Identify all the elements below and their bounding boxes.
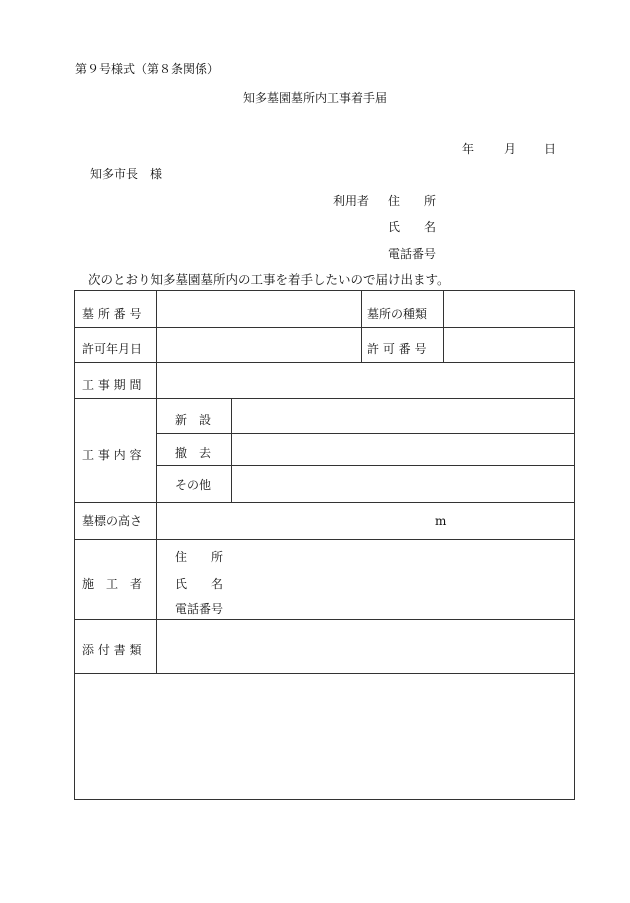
work-new-label: 新 設 xyxy=(175,413,212,427)
permit-date-label: 許可年月日 xyxy=(82,342,143,356)
work-other-field[interactable] xyxy=(232,466,573,501)
applicant-phone-label: 電話番号 xyxy=(388,247,437,261)
work-content-label: 工 事 内 容 xyxy=(82,448,142,462)
form-number: 第９号様式（第８条関係） xyxy=(75,62,220,76)
contractor-address-label: 住 所 xyxy=(175,550,224,564)
tombstone-height-field[interactable] xyxy=(157,503,573,538)
contractor-name-label: 氏 名 xyxy=(175,577,224,591)
addressee: 知多市長 様 xyxy=(90,167,163,181)
remarks-area[interactable] xyxy=(76,674,573,799)
date-year-label: 年 xyxy=(462,142,475,156)
contractor-phone-label: 電話番号 xyxy=(175,602,224,616)
applicant-address-label: 住 所 xyxy=(388,194,437,208)
work-period-label: 工 事 期 間 xyxy=(82,378,142,392)
intro-text: 次のとおり知多墓園墓所内の工事を着手したいので届け出ます。 xyxy=(88,272,450,287)
contractor-label: 施 工 者 xyxy=(82,577,143,591)
grave-type-label: 墓所の種類 xyxy=(367,307,428,321)
permit-number-label: 許 可 番 号 xyxy=(367,342,427,356)
applicant-label: 利用者 xyxy=(333,194,370,208)
work-new-field[interactable] xyxy=(232,399,573,432)
grave-number-field[interactable] xyxy=(157,292,360,326)
work-other-label: その他 xyxy=(175,478,212,492)
tombstone-height-label: 墓標の高さ xyxy=(82,514,143,528)
work-period-field[interactable] xyxy=(157,363,573,397)
grave-number-label: 墓 所 番 号 xyxy=(82,307,142,321)
date-day-label: 日 xyxy=(544,142,557,156)
work-remove-field[interactable] xyxy=(232,434,573,464)
work-remove-label: 撤 去 xyxy=(175,446,212,460)
permit-date-field[interactable] xyxy=(157,328,360,361)
grave-type-field[interactable] xyxy=(444,292,573,326)
attachments-label: 添 付 書 類 xyxy=(82,643,142,657)
permit-number-field[interactable] xyxy=(444,328,573,361)
application-table xyxy=(74,290,575,800)
document-title: 知多墓園墓所内工事着手届 xyxy=(242,91,387,105)
date-month-label: 月 xyxy=(504,142,517,156)
contractor-field[interactable] xyxy=(235,541,573,618)
applicant-name-label: 氏 名 xyxy=(388,220,437,234)
height-unit-label: m xyxy=(435,514,447,528)
attachments-field[interactable] xyxy=(157,620,573,672)
